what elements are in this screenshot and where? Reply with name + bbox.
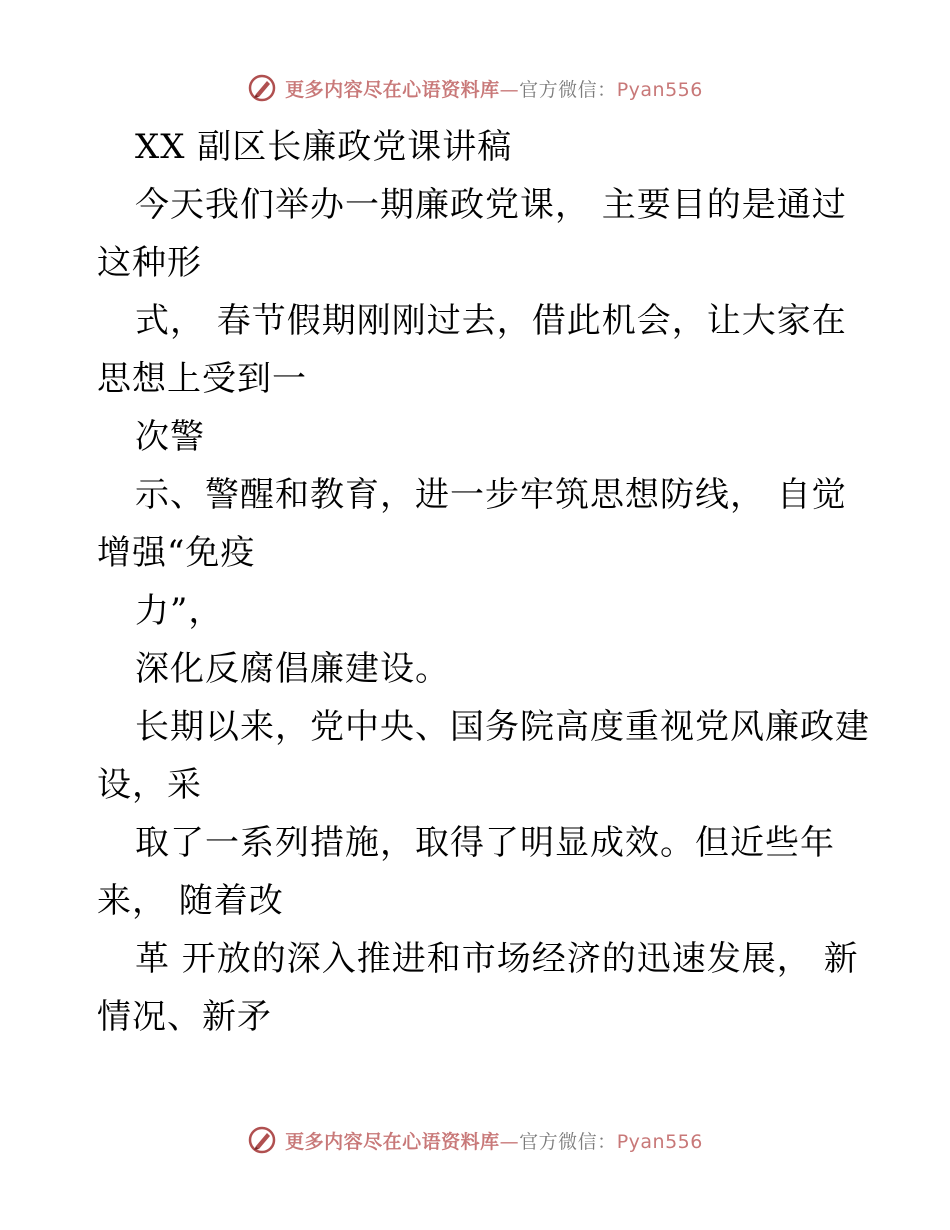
document-title: XX 副区长廉政党课讲稿 [135,127,513,167]
watermark-dash: — [499,78,520,101]
watermark-label: 官方微信： [519,1130,617,1153]
document-body [97,118,870,1046]
watermark-brand: 更多内容尽在心语资料库 [285,1130,500,1153]
text-line: 思想上受到一 [97,359,307,399]
text-line: 来， 随着改 [97,881,284,921]
text-line: 情况、新矛 [97,997,272,1037]
header-watermark [0,68,950,108]
watermark-dash: — [499,1130,520,1153]
text-line: 今天我们举办一期廉政党课， 主要目的是通过 [135,185,847,225]
pen-logo-icon [247,1125,277,1155]
text-line: 力”， [135,591,224,631]
watermark-text [285,75,703,102]
text-line: 长期以来，党中央、国务院高度重视党风廉政建 [135,707,870,747]
text-line: 次警 [135,417,205,457]
pen-logo-icon [247,73,277,103]
watermark-brand: 更多内容尽在心语资料库 [285,78,500,101]
text-line: 示、警醒和教育，进一步牢筑思想防线， 自觉 [135,475,847,515]
watermark-label: 官方微信： [519,78,617,101]
text-line: 革 开放的深入推进和市场经济的迅速发展， 新 [135,939,859,979]
watermark-id: Pyan556 [616,78,703,101]
text-line: 这种形 [97,243,202,283]
text-line: 式， 春节假期刚刚过去，借此机会，让大家在 [135,301,847,341]
text-line: 设，采 [97,765,202,805]
footer-watermark [0,1120,950,1160]
watermark-text [285,1127,703,1154]
watermark-id: Pyan556 [616,1130,703,1153]
text-line: 取了一系列措施，取得了明显成效。但近些年 [135,823,835,863]
text-line: 增强“免疫 [97,533,256,573]
text-line: 深化反腐倡廉建设。 [135,649,450,689]
